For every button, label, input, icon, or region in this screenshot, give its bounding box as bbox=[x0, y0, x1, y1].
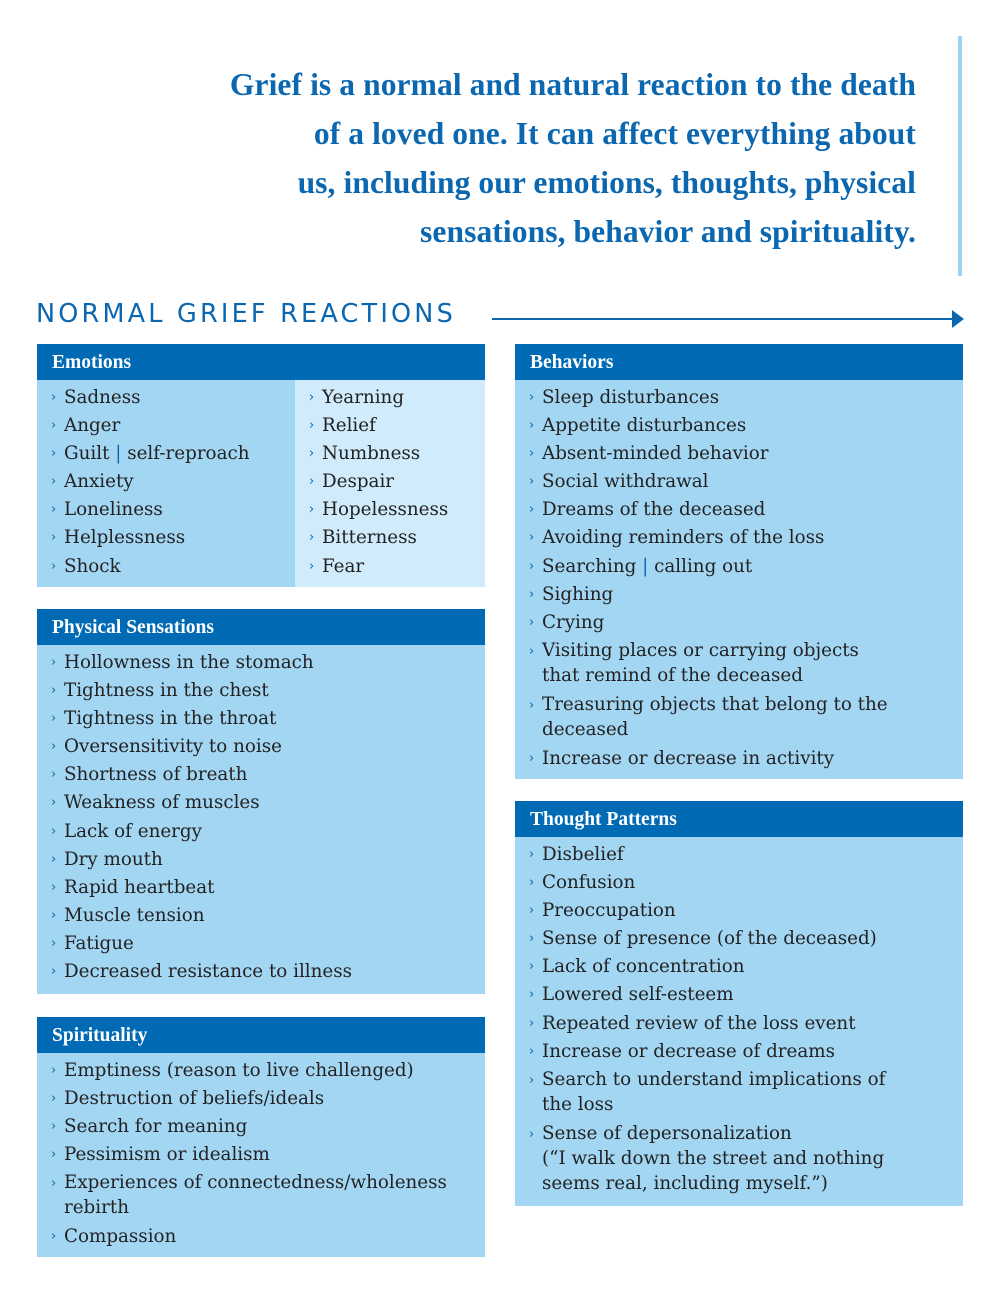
list-item: › Lack of concentration bbox=[515, 953, 963, 981]
list-item: › Sense of presence (of the deceased) bbox=[515, 925, 963, 953]
list-item: › Search to understand implications of the loss bbox=[529, 1068, 886, 1115]
intro-line: of a loved one. It can affect everything about bbox=[313, 116, 916, 151]
chevron-right-icon: › bbox=[51, 530, 57, 546]
arrow-right-icon bbox=[492, 310, 964, 328]
list-item: › Loneliness bbox=[37, 496, 295, 524]
thought-patterns-box bbox=[515, 801, 963, 1206]
thought-patterns-title: Thought Patterns bbox=[515, 801, 963, 837]
list-item: › Search for meaning bbox=[37, 1113, 485, 1141]
list-item: › Hollowness in the stomach bbox=[37, 649, 485, 677]
chevron-right-icon: › bbox=[51, 1063, 57, 1078]
chevron-right-icon: › bbox=[529, 1015, 535, 1031]
list-item: › Anxiety bbox=[37, 468, 295, 496]
chevron-right-icon: › bbox=[529, 1126, 535, 1142]
chevron-right-icon: › bbox=[529, 643, 535, 659]
list-item: › Visiting places or carrying objects that remind of the deceased bbox=[529, 639, 859, 686]
chevron-right-icon: › bbox=[51, 879, 57, 895]
chevron-right-icon: › bbox=[309, 390, 315, 405]
list-item: › Shock bbox=[37, 553, 295, 581]
physical-sensations-box bbox=[37, 609, 485, 994]
chevron-right-icon: › bbox=[51, 1119, 57, 1135]
chevron-right-icon: › bbox=[51, 1147, 57, 1163]
list-item: › Despair bbox=[295, 468, 485, 496]
behaviors-box bbox=[515, 344, 963, 779]
list-item: › Oversensitivity to noise bbox=[37, 733, 485, 761]
list-item: › Guilt | self-reproach bbox=[37, 440, 295, 468]
chevron-right-icon: › bbox=[51, 711, 57, 727]
chevron-right-icon: › bbox=[529, 875, 535, 891]
list-item: › Experiences of connectedness/wholeness rebirth bbox=[51, 1172, 447, 1219]
list-item: › Searching | calling out bbox=[515, 553, 963, 581]
chevron-right-icon: › bbox=[529, 750, 535, 766]
chevron-right-icon: › bbox=[51, 935, 57, 951]
chevron-right-icon: › bbox=[51, 851, 57, 867]
chevron-right-icon: › bbox=[529, 474, 535, 490]
list-item: › Sense of depersonalization (“I walk down the street and nothing seems real, including myself.”) bbox=[529, 1122, 885, 1194]
list-item: › Sighing bbox=[515, 581, 963, 609]
chevron-right-icon: › bbox=[529, 903, 535, 919]
spirituality-title: Spirituality bbox=[37, 1017, 485, 1053]
emotions-column-1 bbox=[37, 380, 295, 587]
chevron-right-icon: › bbox=[51, 474, 57, 490]
chevron-right-icon: › bbox=[51, 739, 57, 755]
chevron-right-icon: › bbox=[51, 907, 57, 923]
list-item: › Pessimism or idealism bbox=[37, 1141, 485, 1169]
intro-line: Grief is a normal and natural reaction to the death bbox=[229, 67, 916, 102]
chevron-right-icon: › bbox=[51, 964, 57, 980]
chevron-right-icon: › bbox=[51, 558, 57, 574]
list-item: › Anger bbox=[37, 412, 295, 440]
list-item: › Hopelessness bbox=[295, 496, 485, 524]
list-item: › Bitterness bbox=[295, 524, 485, 552]
chevron-right-icon: › bbox=[529, 987, 535, 1003]
list-item: › Destruction of beliefs/ideals bbox=[37, 1085, 485, 1113]
separator: | bbox=[115, 443, 122, 465]
behaviors-title: Behaviors bbox=[515, 344, 963, 380]
chevron-right-icon: › bbox=[51, 683, 57, 699]
list-item: › Preoccupation bbox=[515, 897, 963, 925]
list-item: › Appetite disturbances bbox=[515, 412, 963, 440]
list-item: › Fear bbox=[295, 553, 485, 581]
list-item: › Confusion bbox=[515, 869, 963, 897]
chevron-right-icon: › bbox=[51, 418, 57, 434]
emotions-column-2 bbox=[295, 380, 485, 587]
chevron-right-icon: › bbox=[529, 959, 535, 975]
list-item: › Fatigue bbox=[37, 930, 485, 958]
chevron-right-icon: › bbox=[51, 1091, 57, 1107]
chevron-right-icon: › bbox=[529, 847, 535, 862]
chevron-right-icon: › bbox=[309, 558, 315, 574]
chevron-right-icon: › bbox=[51, 502, 57, 518]
chevron-right-icon: › bbox=[51, 767, 57, 783]
chevron-right-icon: › bbox=[51, 655, 57, 670]
chevron-right-icon: › bbox=[529, 390, 535, 405]
section-title: NORMAL GRIEF REACTIONS bbox=[36, 299, 456, 329]
list-item: › Social withdrawal bbox=[515, 468, 963, 496]
list-item: › Rapid heartbeat bbox=[37, 874, 485, 902]
chevron-right-icon: › bbox=[309, 502, 315, 518]
chevron-right-icon: › bbox=[529, 418, 535, 434]
list-item: › Treasuring objects that belong to the deceased bbox=[529, 693, 888, 740]
chevron-right-icon: › bbox=[51, 446, 57, 462]
list-item: › Lowered self-esteem bbox=[515, 981, 963, 1009]
chevron-right-icon: › bbox=[51, 1176, 57, 1192]
chevron-right-icon: › bbox=[529, 614, 535, 630]
vertical-rule bbox=[958, 36, 962, 276]
chevron-right-icon: › bbox=[309, 530, 315, 546]
separator: | bbox=[642, 555, 649, 577]
list-item: › Yearning bbox=[295, 384, 485, 412]
list-item: › Weakness of muscles bbox=[37, 789, 485, 817]
chevron-right-icon: › bbox=[529, 586, 535, 602]
chevron-right-icon: › bbox=[51, 1229, 57, 1245]
emotions-box bbox=[37, 344, 485, 587]
intro-line: us, including our emotions, thoughts, physical bbox=[297, 165, 916, 200]
chevron-right-icon: › bbox=[529, 697, 535, 713]
list-item: › Tightness in the throat bbox=[37, 705, 485, 733]
emotions-title: Emotions bbox=[37, 344, 485, 380]
chevron-right-icon: › bbox=[51, 795, 57, 811]
chevron-right-icon: › bbox=[529, 1043, 535, 1059]
list-item: › Tightness in the chest bbox=[37, 677, 485, 705]
chevron-right-icon: › bbox=[529, 1072, 535, 1088]
chevron-right-icon: › bbox=[529, 446, 535, 462]
chevron-right-icon: › bbox=[51, 823, 57, 839]
list-item: › Muscle tension bbox=[37, 902, 485, 930]
list-item: › Relief bbox=[295, 412, 485, 440]
chevron-right-icon: › bbox=[529, 558, 535, 574]
list-item: › Lack of energy bbox=[37, 818, 485, 846]
chevron-right-icon: › bbox=[529, 931, 535, 947]
chevron-right-icon: › bbox=[309, 446, 315, 462]
chevron-right-icon: › bbox=[529, 502, 535, 518]
chevron-right-icon: › bbox=[309, 474, 315, 490]
list-item: › Increase or decrease in activity bbox=[515, 745, 963, 773]
chevron-right-icon: › bbox=[309, 418, 315, 434]
chevron-right-icon: › bbox=[51, 390, 57, 405]
list-item: › Absent-minded behavior bbox=[515, 440, 963, 468]
list-item: › Emptiness (reason to live challenged) bbox=[37, 1057, 485, 1085]
list-item: › Dry mouth bbox=[37, 846, 485, 874]
list-item: › Compassion bbox=[37, 1223, 485, 1251]
chevron-right-icon: › bbox=[529, 530, 535, 546]
list-item: › Shortness of breath bbox=[37, 761, 485, 789]
list-item: › Increase or decrease of dreams bbox=[515, 1038, 963, 1066]
intro-statement bbox=[100, 60, 916, 256]
list-item: › Repeated review of the loss event bbox=[515, 1010, 963, 1038]
list-item: › Sadness bbox=[37, 384, 295, 412]
list-item: › Dreams of the deceased bbox=[515, 496, 963, 524]
physical-sensations-title: Physical Sensations bbox=[37, 609, 485, 645]
list-item: › Helplessness bbox=[37, 524, 295, 552]
spirituality-box bbox=[37, 1017, 485, 1257]
list-item: › Crying bbox=[515, 609, 963, 637]
intro-line: sensations, behavior and spirituality. bbox=[420, 214, 916, 249]
list-item: › Disbelief bbox=[515, 841, 963, 869]
list-item: › Decreased resistance to illness bbox=[37, 958, 485, 986]
list-item: › Numbness bbox=[295, 440, 485, 468]
list-item: › Avoiding reminders of the loss bbox=[515, 524, 963, 552]
list-item: › Sleep disturbances bbox=[515, 384, 963, 412]
